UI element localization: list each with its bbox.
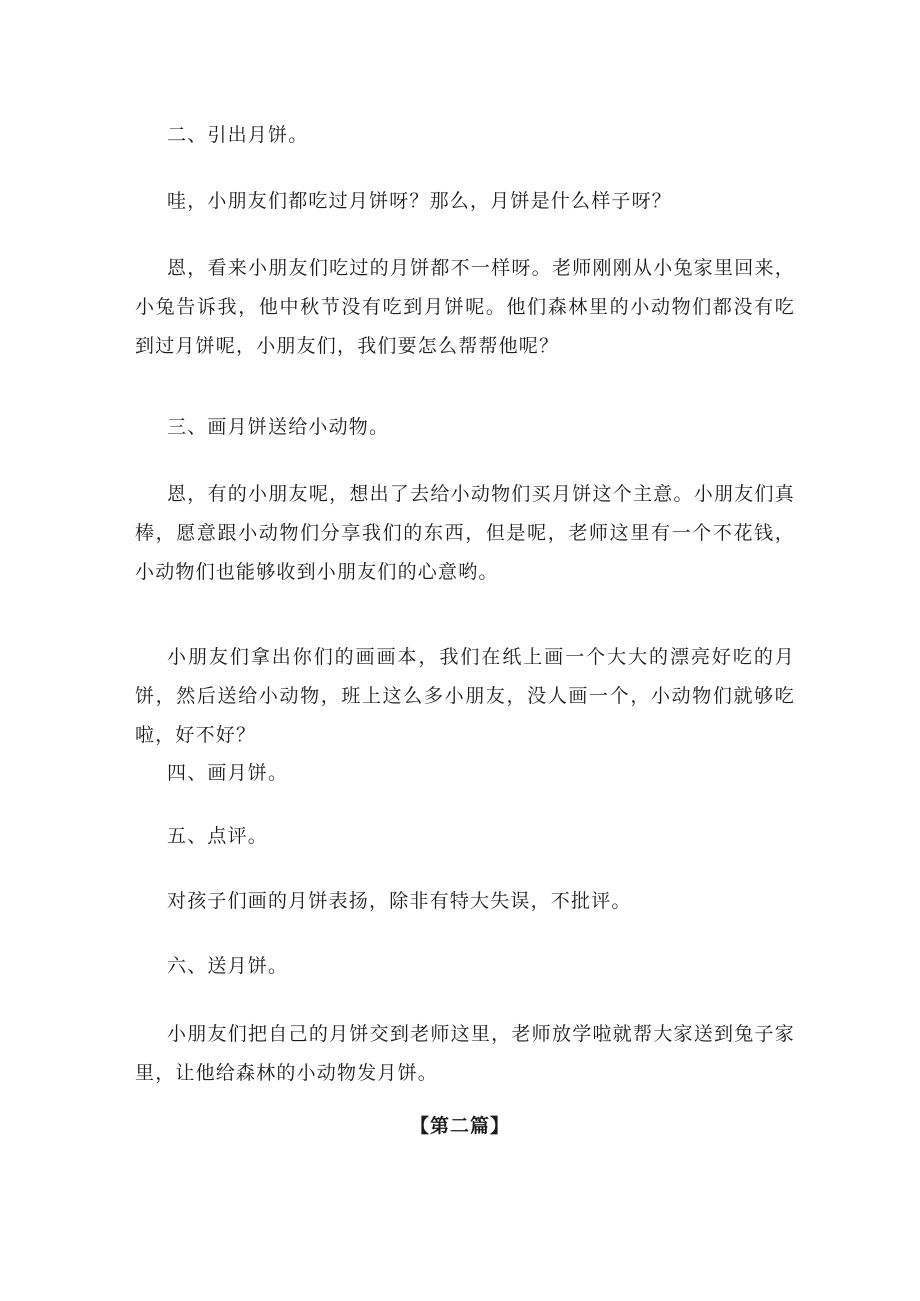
- heading-comment: 五、点评。: [167, 825, 269, 847]
- paragraph-hand-in-mooncake: 小朋友们把自己的月饼交到老师这里，老师放学啦就帮大家送到兔子家里，让他给森林的小动物发月饼。: [135, 1023, 795, 1084]
- section-title-second-part: 【第二篇】: [409, 1115, 510, 1137]
- paragraph-drawing-book: 小朋友们拿出你们的画画本，我们在纸上画一个大大的漂亮好吃的月饼，然后送给小动物，班上这么多小朋友，没人画一个，小动物们就够吃啦，好不好？: [135, 646, 795, 746]
- heading-draw-mooncake: 四、画月饼。: [167, 762, 289, 784]
- heading-send-mooncake: 六、送月饼。: [167, 955, 289, 977]
- heading-introduce-mooncake: 二、引出月饼。: [167, 124, 309, 146]
- paragraph-little-rabbit: 恩，看来小朋友们吃过的月饼都不一样呀。老师刚刚从小兔家里回来，小兔告诉我，他中秋节没有吃到月饼呢。他们森林里的小动物们都没有吃到过月饼呢，小朋友们，我们要怎么帮帮他呢？: [135, 257, 795, 357]
- paragraph-ask-children: 哇，小朋友们都吃过月饼呀？那么，月饼是什么样子呀？: [167, 190, 673, 212]
- heading-draw-mooncake-for-animals: 三、画月饼送给小动物。: [167, 416, 390, 438]
- paragraph-praise: 对孩子们画的月饼表扬，除非有特大失误，不批评。: [167, 890, 632, 912]
- paragraph-buy-mooncake-idea: 恩，有的小朋友呢，想出了去给小动物们买月饼这个主意。小朋友们真棒，愿意跟小动物们分享我们的东西，但是呢，老师这里有一个不花钱，小动物们也能够收到小朋友们的心意哟。: [135, 483, 795, 583]
